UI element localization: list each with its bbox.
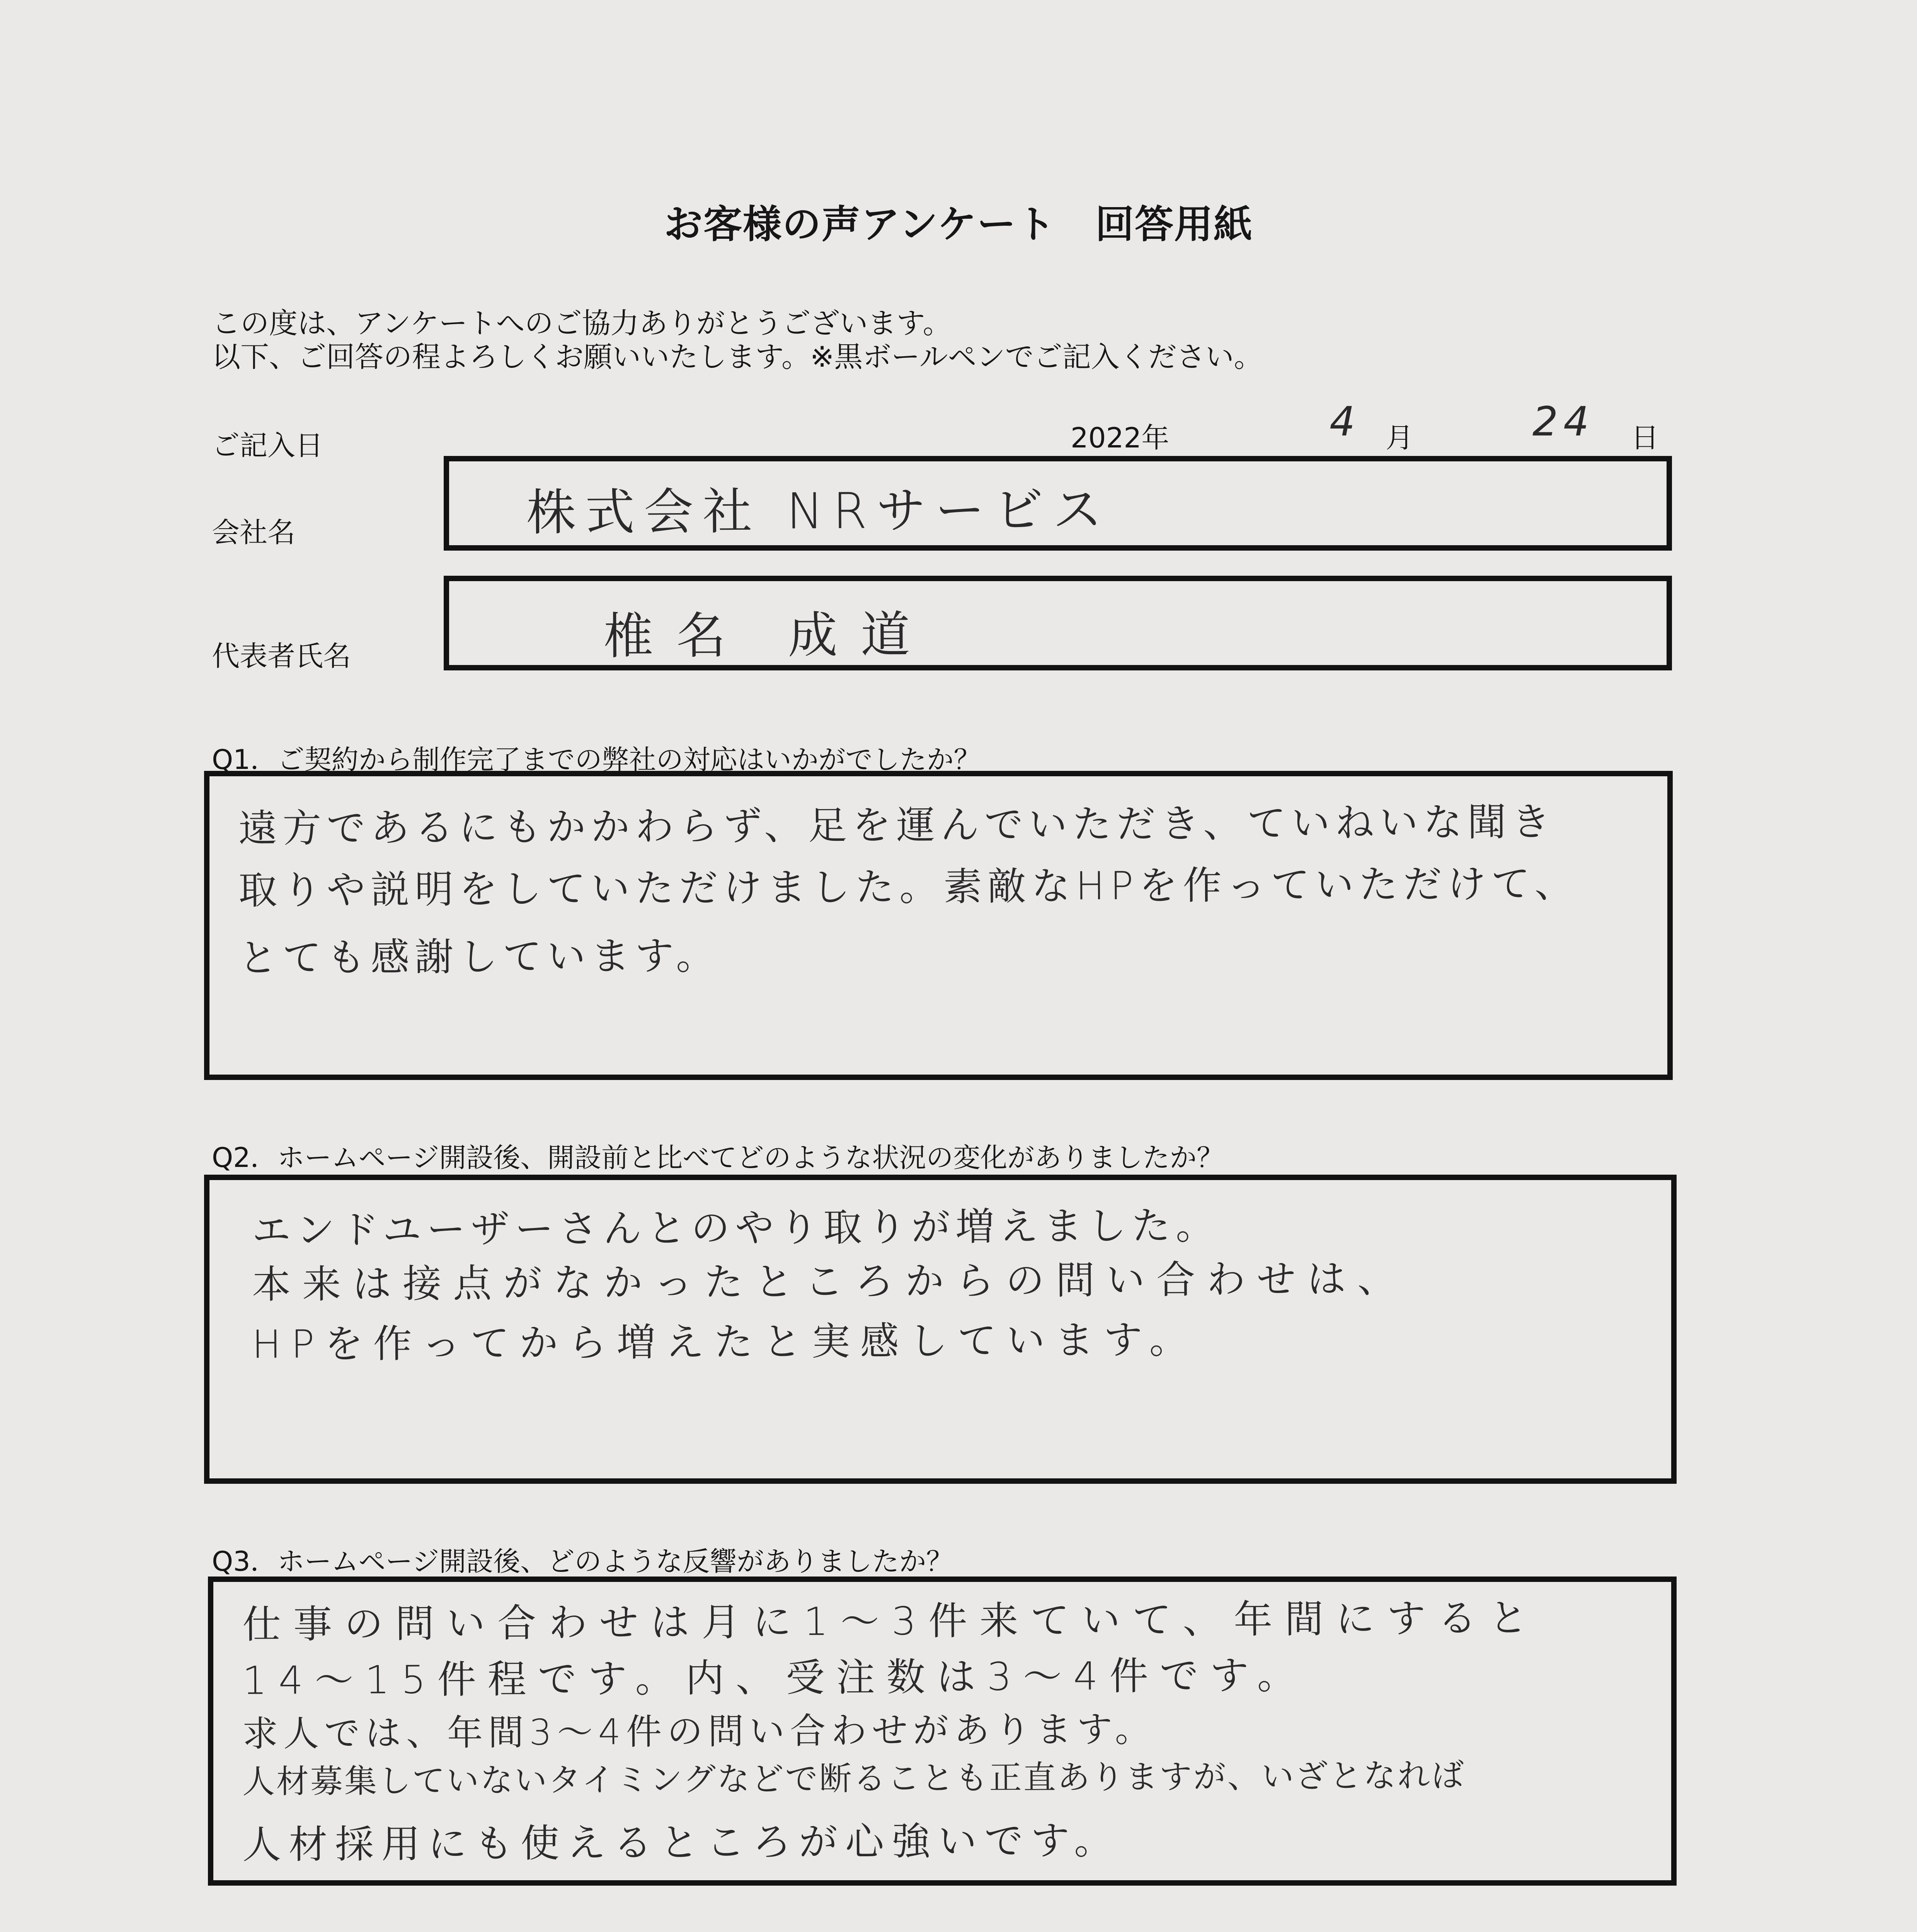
representative-label: 代表者氏名 [212,640,351,672]
q1-answer-line-3: とても感謝しています。 [238,933,720,981]
form-title: お客様の声アンケート 回答用紙 [664,202,1253,247]
q3-answer-box[interactable] [208,1577,1677,1886]
date-month-value: 4 [1330,398,1361,445]
q3-question: Q3．ホームページ開設後、どのような反響がありましたか？ [212,1546,953,1577]
q2-answer-line-2: 本来は接点がなかったところからの問い合わせは、 [252,1256,1408,1307]
date-year: 2022年 [1071,422,1170,454]
representative-value: 椎名 成道 [603,606,934,665]
representative-box[interactable] [444,576,1672,670]
date-day-value: 24 [1532,398,1595,445]
intro-line-1: この度は、アンケートへのご協力ありがとうございます。 [212,307,952,340]
q1-answer-box[interactable] [204,771,1673,1080]
q2-answer-box[interactable] [204,1175,1677,1484]
company-label: 会社名 [212,516,296,549]
q2-answer-line-1: エンドユーザーさんとのやり取りが増えました。 [252,1202,1220,1253]
q3-answer-line-3: 求人では、年間3〜4件の問い合わせがあります。 [242,1708,1156,1755]
q2-question: Q2．ホームページ開設後、開設前と比べてどのような状況の変化がありましたか？ [212,1142,1224,1173]
date-day-unit: 日 [1631,422,1659,454]
date-label: ご記入日 [212,429,323,462]
intro-line-2: 以下、ご回答の程よろしくお願いいたします。※黒ボールペンでご記入ください。 [212,340,1263,374]
q3-answer-line-4: 人材募集していないタイミングなどで断ることも正直ありますが、いざとなれば [242,1756,1466,1801]
date-month-unit: 月 [1386,422,1414,454]
q1-question: Q1．ご契約から制作完了までの弊社の対応はいかがでしたか？ [212,744,981,776]
q1-answer-line-2: 取りや説明をしていただけました。素敵なHPを作っていただけて、 [238,861,1579,913]
q2-answer-line-3: HPを作ってから増えたと実感しています。 [252,1317,1198,1367]
company-box[interactable] [444,456,1672,551]
q1-answer-line-1: 遠方であるにもかかわらず、足を運んでいただき、ていねいな聞き [238,799,1556,851]
company-value: 株式会社 NRサービス [526,481,1112,542]
q3-answer-line-1: 仕事の問い合わせは月に1〜3件来ていて、年間にすると [242,1595,1540,1647]
q3-answer-line-5: 人材採用にも使えるところが心強いです。 [242,1818,1121,1867]
q3-answer-line-2: 14〜15件程です。内、受注数は3〜4件です。 [242,1652,1308,1703]
